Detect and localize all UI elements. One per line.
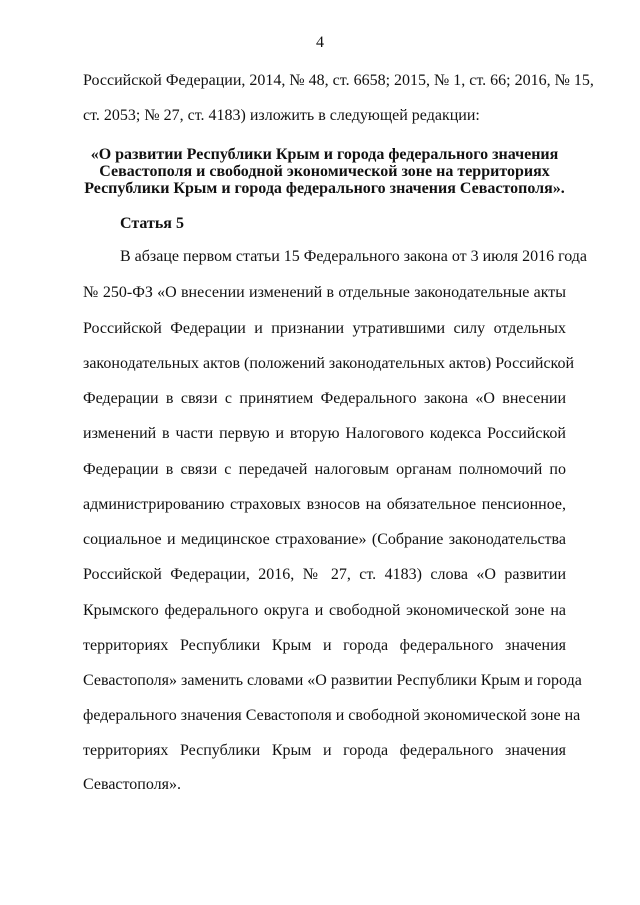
- article-line-7: Федерации в связи с передачей налоговым органам полномочий по: [83, 461, 566, 478]
- article-line-11: Крымского федерального округа и свободной экономической зоне на: [83, 602, 566, 619]
- quote-title-line-3: Республики Крым и города федерального значения Севастополя».: [84, 180, 565, 197]
- article-line-6: изменений в части первую и вторую Налогового кодекса Российской: [83, 425, 566, 442]
- article-line-16: Севастополя».: [83, 776, 181, 793]
- page-number: 4: [316, 34, 324, 51]
- intro-line-1: Российской Федерации, 2014, № 48, ст. 6658; 2015, № 1, ст. 66; 2016, № 15,: [83, 72, 594, 89]
- article-line-13: Севастополя» заменить словами «О развитии Республики Крым и города: [83, 672, 582, 689]
- quote-title-line-2: Севастополя и свободной экономической зоне на территориях: [99, 163, 550, 180]
- article-line-9: социальное и медицинское страхование» (Собрание законодательства: [83, 531, 566, 548]
- intro-line-2: ст. 2053; № 27, ст. 4183) изложить в следующей редакции:: [83, 107, 480, 124]
- article-line-3: Российской Федерации и признании утратившими силу отдельных: [83, 320, 566, 337]
- article-line-4: законодательных актов (положений законодательных актов) Российской: [83, 355, 575, 372]
- article-heading: Статья 5: [120, 215, 184, 232]
- article-line-15: территориях Республики Крым и города федерального значения: [83, 742, 566, 759]
- article-line-8: администрированию страховых взносов на обязательное пенсионное,: [83, 496, 566, 513]
- article-line-1: В абзаце первом статьи 15 Федерального закона от 3 июля 2016 года: [120, 248, 588, 265]
- quote-title-line-1: «О развитии Республики Крым и города федерального значения: [90, 146, 559, 163]
- article-line-5: Федерации в связи с принятием Федерального закона «О внесении: [83, 390, 566, 407]
- article-line-2: № 250-ФЗ «О внесении изменений в отдельные законодательные акты: [83, 284, 566, 301]
- article-line-14: федерального значения Севастополя и свободной экономической зоне на: [83, 707, 581, 724]
- article-line-10: Российской Федерации, 2016, № 27, ст. 4183) слова «О развитии: [83, 566, 566, 583]
- article-line-12: территориях Республики Крым и города федерального значения: [83, 637, 566, 654]
